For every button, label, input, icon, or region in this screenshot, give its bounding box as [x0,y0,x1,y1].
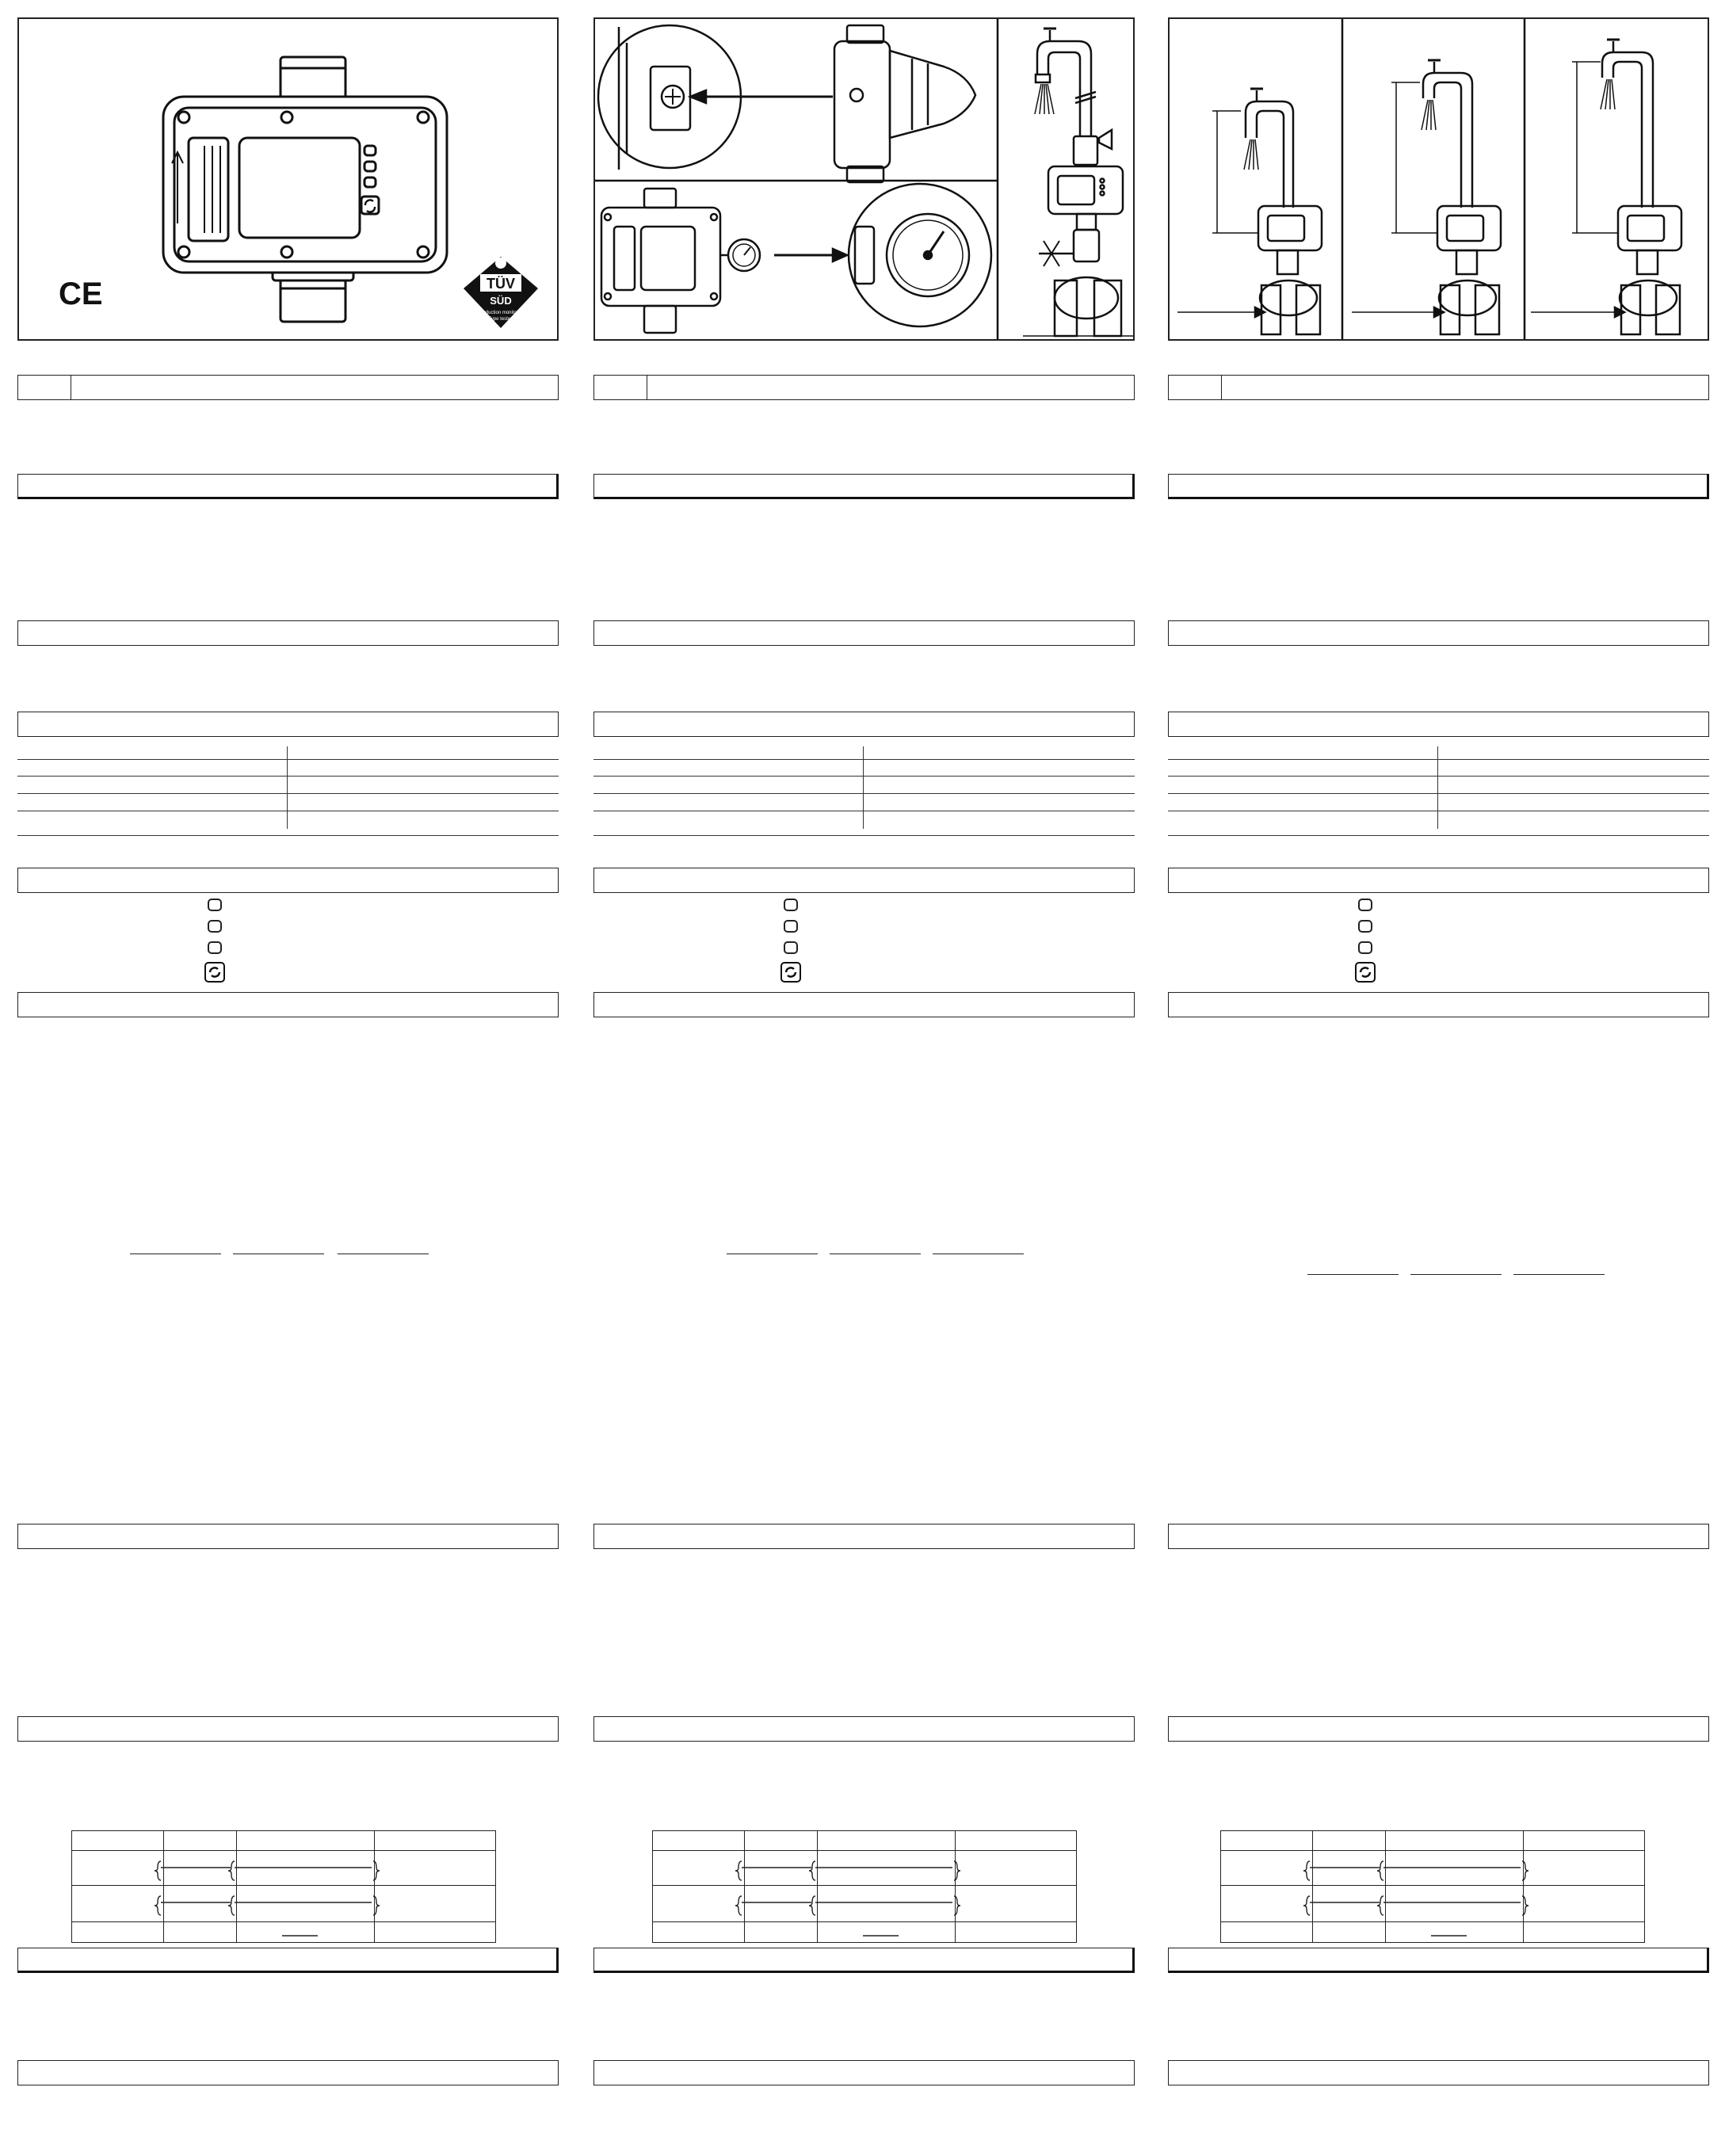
section-header [17,474,559,499]
led-indicator-icon [1358,941,1372,954]
led-indicator-icon [784,899,798,911]
section-header [1168,1716,1709,1742]
section-header-numbered [17,375,559,400]
section-header [1168,2060,1709,2085]
section-header [17,992,559,1017]
section-number-cell [594,376,647,399]
pressure-gauge-icon [728,239,760,271]
tuv-logo [464,257,538,328]
tap-height-drawings [1170,19,1709,341]
reset-icon [1355,962,1376,983]
reset-icon [204,962,225,983]
device-front-figure [17,17,559,341]
section-header [17,620,559,646]
installation-figure [593,17,1135,341]
section-header [593,712,1135,737]
led-indicator-icon [784,941,798,954]
svg-text:SÜD: SÜD [490,295,512,307]
section-header [593,474,1135,499]
section-number-cell [1169,376,1222,399]
section-header [593,2060,1135,2085]
led-indicator-icon [784,920,798,933]
section-header [17,1524,559,1549]
led-indicator-icon [208,899,222,911]
section-header-numbered [1168,375,1709,400]
section-number-cell [18,376,71,399]
section-header [17,1716,559,1742]
section-header [1168,992,1709,1017]
pressure-controller-drawing [19,19,559,341]
blank-line [1307,1274,1399,1275]
section-header [17,2060,559,2085]
adjustment-and-install-drawing [595,19,1135,341]
led-indicator-icon [1358,899,1372,911]
water-tap-icon [1035,84,1054,114]
pump-icon [1023,277,1134,336]
section-header [17,868,559,893]
section-header [17,712,559,737]
svg-text:Type tested: Type tested [488,317,513,322]
ce-mark: CE [59,277,103,311]
section-header [1168,474,1709,499]
settings-table [71,1830,496,1943]
section-header [1168,868,1709,893]
settings-table [1220,1830,1645,1943]
led-indicator-icon [1358,920,1372,933]
section-header [1168,712,1709,737]
section-header [17,1948,559,1973]
section-header [1168,1524,1709,1549]
section-header [1168,620,1709,646]
section-header [593,1524,1135,1549]
led-indicator-icon [208,941,222,954]
section-header [593,620,1135,646]
section-header [593,1716,1135,1742]
page-column-3 [1168,0,1711,2156]
section-header-numbered [593,375,1135,400]
page-column-1 [17,0,560,2156]
page-column-2 [593,0,1136,2156]
adjust-screw-icon [662,86,684,108]
section-header [593,868,1135,893]
blank-line [1410,1274,1502,1275]
height-setup-figure [1168,17,1709,341]
section-header [1168,1948,1709,1973]
reset-icon [780,962,801,983]
section-header [593,992,1135,1017]
led-indicator-icon [208,920,222,933]
svg-text:Production monitored: Production monitored [478,311,524,315]
settings-table [652,1830,1077,1943]
blank-line [1513,1274,1605,1275]
svg-text:TÜV: TÜV [487,276,515,292]
section-header [593,1948,1135,1973]
